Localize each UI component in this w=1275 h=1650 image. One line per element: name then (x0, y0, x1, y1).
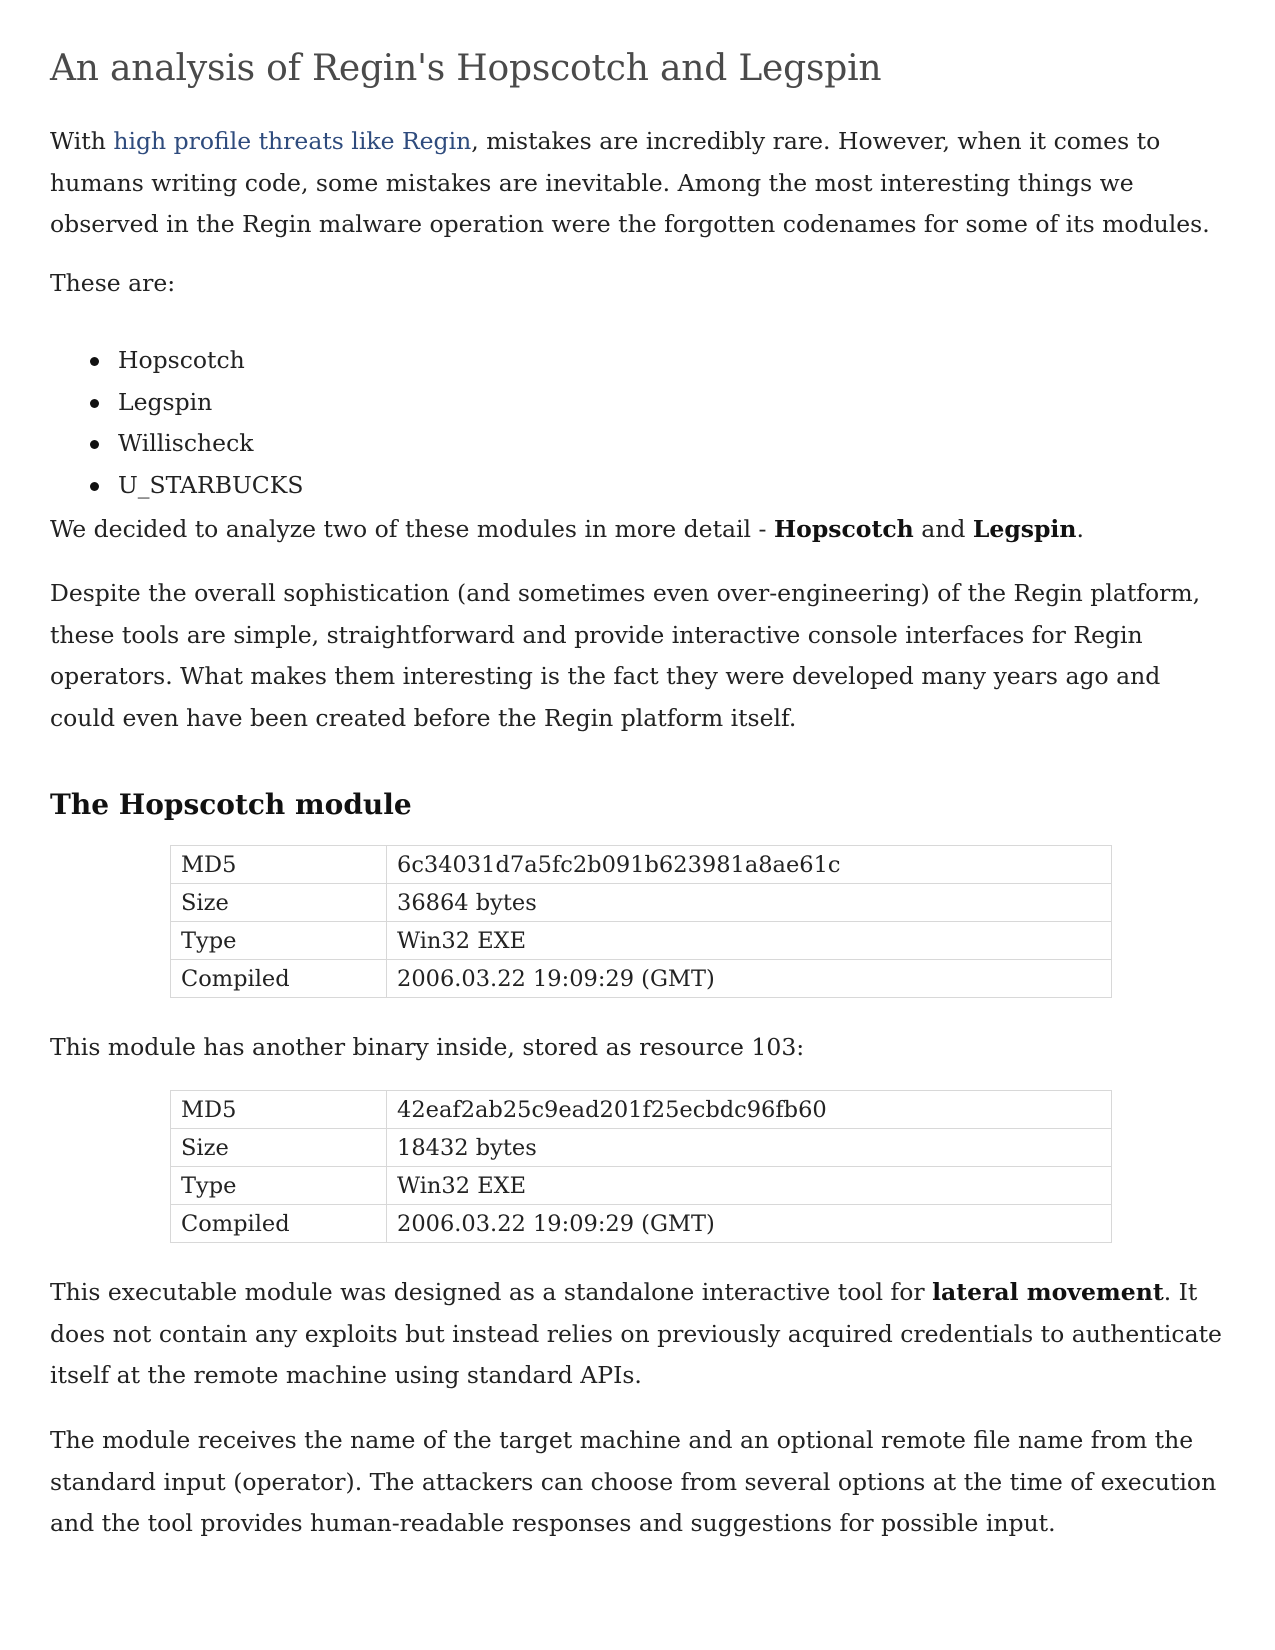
table-row (171, 1129, 1112, 1167)
list-item-label: U_STARBUCKS (118, 470, 304, 499)
list-item (50, 423, 303, 465)
bullet-icon (90, 399, 99, 408)
intro-rest: , mistakes are incredibly rare. However, when it comes to humans writing code, some mistakes are inevitable. Among the most interesting things we observed in the Regin malware operation were the forgotten codenames for some of its modules. (50, 127, 1210, 238)
table-key: Type (171, 922, 387, 960)
decided-paragraph (50, 509, 1225, 551)
decided-suffix: . (1076, 515, 1084, 543)
table-key: Size (171, 1129, 387, 1167)
table-row (171, 922, 1112, 960)
table-value: 2006.03.22 19:09:29 (GMT) (387, 1205, 1112, 1243)
table-key: Size (171, 884, 387, 922)
page-title: An analysis of Regin's Hopscotch and Legspin (50, 48, 882, 89)
list-item (50, 382, 303, 424)
table-value: 6c34031d7a5fc2b091b623981a8ae61c (387, 846, 1112, 884)
table-key: MD5 (171, 1091, 387, 1129)
table-row (171, 1167, 1112, 1205)
table-value: 42eaf2ab25c9ead201f25ecbdc96fb60 (387, 1091, 1112, 1129)
legspin-bold: Legspin (972, 515, 1077, 543)
bullet-icon (90, 482, 99, 491)
table-value: 18432 bytes (387, 1129, 1112, 1167)
hopscotch-bold: Hopscotch (773, 515, 914, 543)
intro-paragraph (50, 121, 1225, 246)
these-are-text: These are: (50, 269, 176, 297)
receives-paragraph: The module receives the name of the target machine and an optional remote file name from the standard input (operator). The attackers can choose from several options at the time of execution and the tool provides human-readable responses and suggestions for possible input. (50, 1426, 1217, 1537)
bullet-icon (90, 440, 99, 449)
resource-info-table (170, 1090, 1112, 1243)
bullet-icon (90, 357, 99, 366)
lateral-movement-bold: lateral movement (932, 1278, 1164, 1306)
table-row (171, 846, 1112, 884)
decided-and: and (913, 515, 973, 543)
list-item (50, 465, 303, 507)
table-value: 36864 bytes (387, 884, 1112, 922)
module-codename-list (50, 340, 303, 506)
table-key: MD5 (171, 846, 387, 884)
hopscotch-info-table (170, 845, 1112, 998)
lateral-rest: . It does not contain any exploits but instead relies on previously acquired credentials to authenticate itself at the remote machine using standard APIs. (50, 1278, 1222, 1389)
table-value: Win32 EXE (387, 1167, 1112, 1205)
despite-paragraph: Despite the overall sophistication (and sometimes even over-engineering) of the Regin platform, these tools are simple, straightforward and provide interactive console interfaces for Regin operators. What makes them interesting is the fact they were developed many years ago and could even have been created before the Regin platform itself. (50, 579, 1201, 732)
list-item (50, 340, 303, 382)
list-item-label: Willischeck (118, 429, 254, 457)
table-key: Compiled (171, 960, 387, 998)
lateral-prefix: This executable module was designed as a standalone interactive tool for (50, 1278, 933, 1306)
list-item-label: Legspin (118, 387, 213, 416)
lateral-paragraph (50, 1272, 1225, 1397)
table-key: Compiled (171, 1205, 387, 1243)
table-key: Type (171, 1167, 387, 1205)
decided-prefix: We decided to analyze two of these modules in more detail - (50, 515, 774, 543)
resource-note: This module has another binary inside, stored as resource 103: (50, 1033, 805, 1061)
table-value: 2006.03.22 19:09:29 (GMT) (387, 960, 1112, 998)
intro-prefix: With (50, 127, 114, 155)
regin-threats-link[interactable]: high profile threats like Regin (113, 127, 472, 155)
table-row (171, 960, 1112, 998)
table-row (171, 1205, 1112, 1243)
list-item-label: Hopscotch (118, 346, 245, 374)
table-value: Win32 EXE (387, 922, 1112, 960)
table-row (171, 884, 1112, 922)
table-row (171, 1091, 1112, 1129)
section-heading: The Hopscotch module (50, 788, 412, 821)
